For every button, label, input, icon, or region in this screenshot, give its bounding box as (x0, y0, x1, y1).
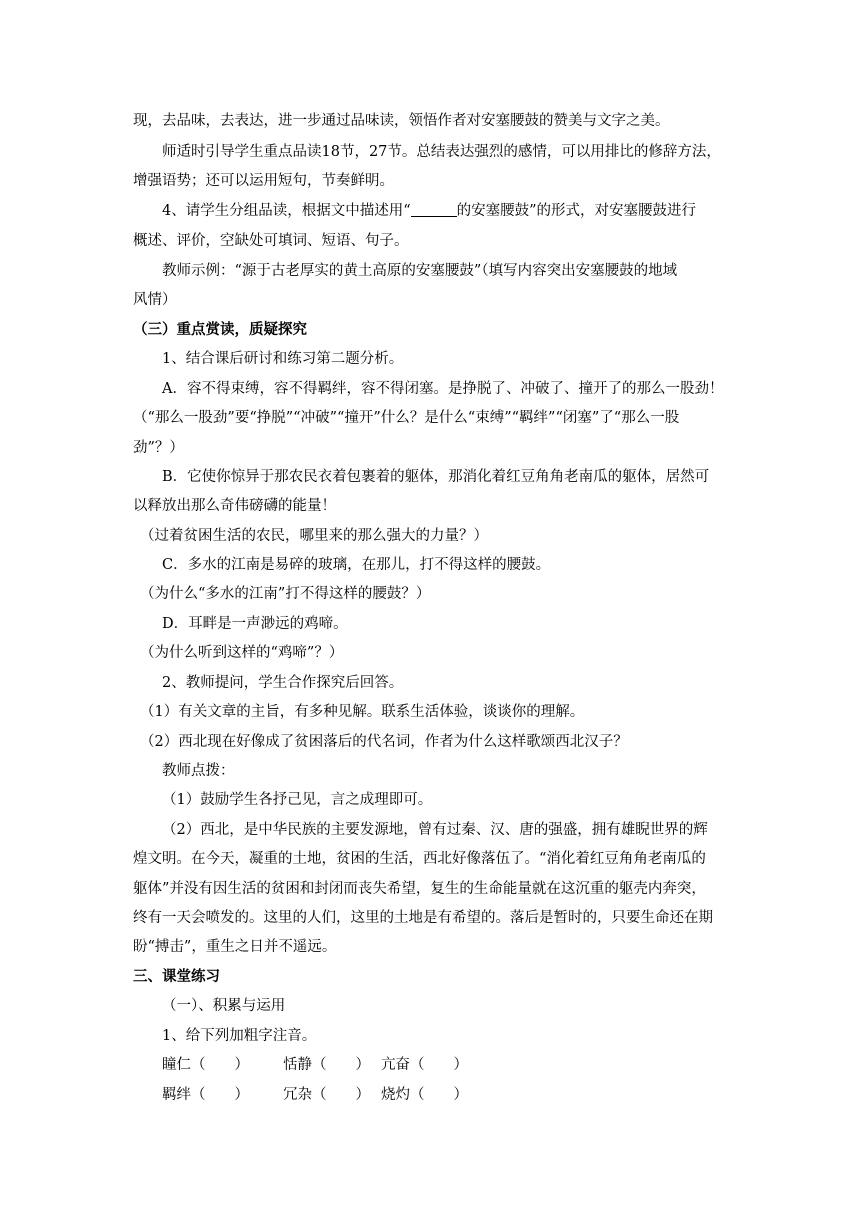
pinyin-item: 恬静（ ） (283, 1057, 370, 1073)
paragraph-line: 以释放出那么奇伟磅礴的能量！ (133, 498, 336, 514)
pinyin-item: 烧灼（ ） (381, 1087, 468, 1103)
paragraph-line: 风情） (133, 292, 177, 308)
paragraph-line: （2）西北，是中华民族的主要发源地，曾有过秦、汉、唐的强盛，拥有雄睨世界的辉 (162, 822, 708, 838)
paragraph-line: 劲”？） (133, 440, 184, 456)
paragraph-line: A．容不得束缚，容不得羁绊，容不得闭塞。是挣脱了、冲破了、撞开了的那么一股劲！ (162, 381, 724, 397)
paragraph-line: 教师点拨： (162, 763, 235, 779)
paragraph-line: 躯体”并没有因生活的贫困和封闭而丧失希望，复生的生命能量就在这沉重的躯壳内奔突， (133, 881, 706, 897)
paragraph-line: D．耳畔是一声渺远的鸡啼。 (162, 616, 348, 632)
paragraph-line: 煌文明。在今天，凝重的土地，贫困的生活，西北好像落伍了。“消化着红豆角角老南瓜的 (133, 851, 706, 867)
paragraph-line: （1）鼓励学生各抒己见，言之成理即可。 (162, 792, 433, 808)
section-heading: 三、课堂练习 (133, 968, 220, 985)
paragraph-line: 现，去品味，去表达，进一步通过品味读，领悟作者对安塞腰鼓的赞美与文字之美。 (133, 113, 670, 129)
pinyin-item: 羁绊（ ） (162, 1087, 249, 1103)
paragraph-line: （过着贫困生活的农民，哪里来的那么强大的力量？） (140, 528, 488, 544)
pinyin-item: 亢奋（ ） (381, 1057, 468, 1073)
subsection-heading: （一）、积累与运用 (162, 998, 286, 1014)
pinyin-item: 冗杂（ ） (283, 1087, 370, 1103)
text-segment: 的安塞腰鼓”的形式，对安塞腰鼓进行 (456, 203, 697, 219)
paragraph-line: C．多水的江南是易碎的玻璃，在那儿，打不得这样的腰鼓。 (162, 557, 551, 573)
paragraph-line: 教师示例：“源于古老厚实的黄土高原的安塞腰鼓”（填写内容突出安塞腰鼓的地域 (162, 263, 678, 279)
section-heading: （三）重点赏读，质疑探究 (133, 321, 307, 338)
paragraph-line: （为什么“多水的江南”打不得这样的腰鼓？） (140, 586, 431, 602)
paragraph-line: 2、教师提问，学生合作探究后回答。 (162, 675, 404, 691)
paragraph-line: 终有一天会喷发的。这里的人们，这里的土地是有希望的。落后是暂时的，只要生命还在期 (133, 910, 713, 926)
paragraph-line: （“那么一股劲”要“挣脱”“冲破”“撞开”什么？是什么“束缚”“羁绊”“闭塞”了“那么一股 (133, 410, 680, 426)
paragraph-line (162, 201, 696, 221)
paragraph-line: 师适时引导学生重点品读18节，27节。总结表达强烈的感情，可以用排比的修辞方法， (162, 144, 721, 160)
paragraph-line: B．它使你惊异于那农民衣着包裹着的躯体，那消化着红豆角角老南瓜的躯体，居然可 (162, 469, 710, 485)
paragraph-line: （为什么听到这样的“鸡啼”？） (140, 645, 344, 661)
paragraph-line: （2）西北现在好像成了贫困落后的代名词，作者为什么这样歌颂西北汉子？ (140, 734, 628, 750)
text-segment: 4、请学生分组品读，根据文中描述用“ (162, 203, 411, 219)
pinyin-item: 瞳仁（ ） (162, 1057, 249, 1073)
paragraph-line: （1）有关文章的主旨，有多种见解。联系生活体验，谈谈你的理解。 (140, 704, 585, 720)
fill-in-blank (411, 202, 457, 217)
question-line: 1、给下列加粗字注音。 (162, 1028, 317, 1044)
paragraph-line: 概述、评价，空缺处可填词、短语、句子。 (133, 233, 409, 249)
paragraph-line: 盼“搏击”，重生之日并不遥远。 (133, 939, 337, 955)
paragraph-line: 增强语势；还可以运用短句，节奏鲜明。 (133, 173, 394, 189)
paragraph-line: 1、结合课后研讨和练习第二题分析。 (162, 351, 404, 367)
